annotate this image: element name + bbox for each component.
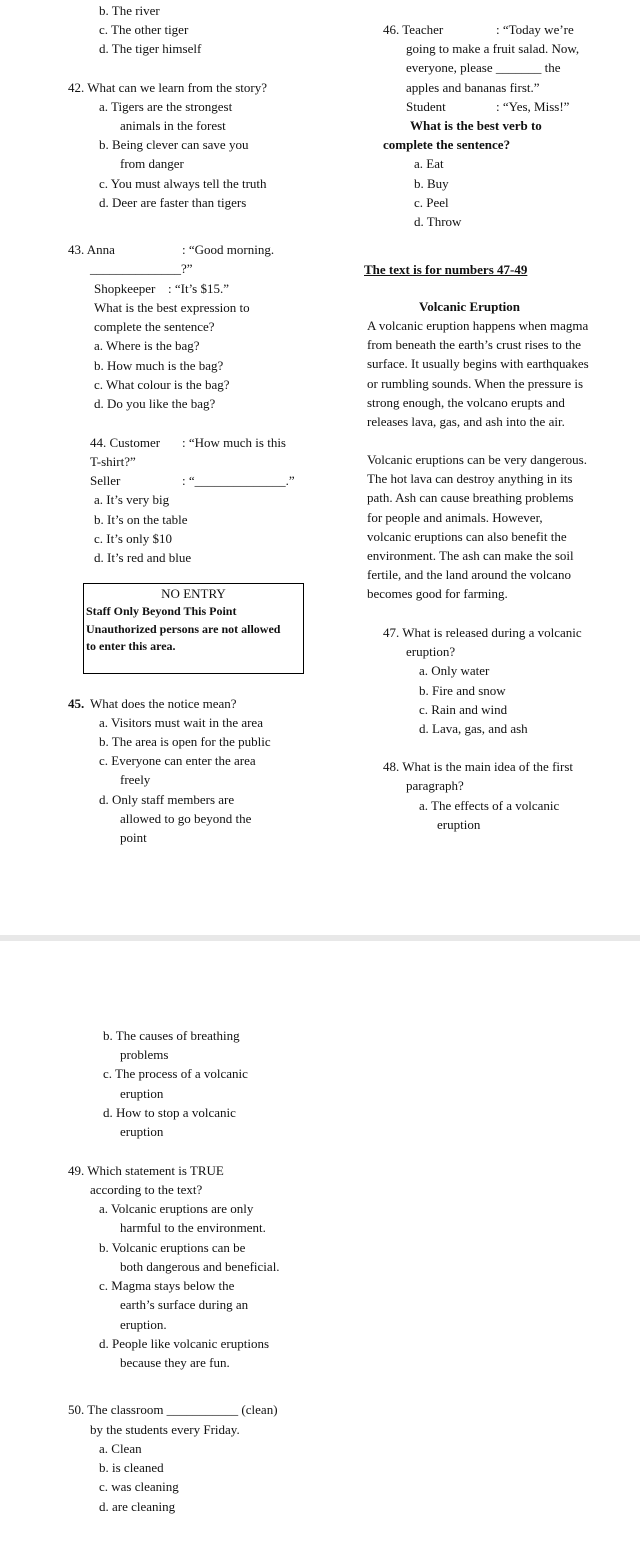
q48-stem: 48. What is the main idea of the first xyxy=(383,759,574,774)
q48-option-d: d. How to stop a volcanic xyxy=(103,1105,236,1120)
q50-option-d: d. are cleaning xyxy=(99,1499,176,1514)
reading-p1-line-5: strong enough, the volcano erupts and xyxy=(367,395,565,410)
q48-option-d-cont: eruption xyxy=(120,1124,164,1139)
q46-option-b: b. Buy xyxy=(414,176,449,191)
q46-speaker-teacher: 46. Teacher xyxy=(383,22,444,37)
q45-option-b: b. The area is open for the public xyxy=(99,734,271,749)
reading-p2-line-3: path. Ash can cause breathing problems xyxy=(367,490,574,505)
q48-option-c-cont: eruption xyxy=(120,1086,164,1101)
reading-p1-line-6: releases lava, gas, and ash into the air. xyxy=(367,414,565,429)
no-entry-notice xyxy=(83,583,304,674)
notice-line-1: Staff Only Beyond This Point xyxy=(86,604,237,618)
q43-line-3: : “It’s $15.” xyxy=(168,281,230,296)
q43-option-d: d. Do you like the bag? xyxy=(94,396,216,411)
q48-option-c: c. The process of a volcanic xyxy=(103,1066,248,1081)
q46-line-4: apples and bananas first.” xyxy=(406,80,540,95)
reading-p1-line-3: surface. It usually begins with earthquakes xyxy=(367,356,589,371)
q44-line-2: T-shirt?” xyxy=(90,454,136,469)
q50-stem-cont: by the students every Friday. xyxy=(90,1422,240,1437)
reading-p2-line-5: volcanic eruptions can also benefit the xyxy=(367,529,567,544)
q41-option-b: b. The river xyxy=(99,3,160,18)
q46-option-a: a. Eat xyxy=(414,156,444,171)
q43-question-cont: complete the sentence? xyxy=(94,319,215,334)
q47-option-c: c. Rain and wind xyxy=(419,702,508,717)
worksheet-page-2 xyxy=(0,941,640,1547)
q43-question: What is the best expression to xyxy=(94,300,250,315)
q43-line-2: ______________?” xyxy=(90,261,193,276)
q46-line-2: going to make a fruit salad. Now, xyxy=(406,41,580,56)
q45-option-d-cont: allowed to go beyond the xyxy=(120,811,252,826)
q46-option-c: c. Peel xyxy=(414,195,449,210)
q42-option-b-cont: from danger xyxy=(120,156,184,171)
q44-option-b: b. It’s on the table xyxy=(94,512,188,527)
q45-option-c: c. Everyone can enter the area xyxy=(99,753,256,768)
q43-option-c: c. What colour is the bag? xyxy=(94,377,230,392)
q49-option-c-cont: earth’s surface during an xyxy=(120,1297,249,1312)
q48-option-a-cont: eruption xyxy=(437,817,481,832)
q43-line-1: : “Good morning. xyxy=(182,242,275,257)
q45-option-d: d. Only staff members are xyxy=(99,792,235,807)
q50-option-c: c. was cleaning xyxy=(99,1479,179,1494)
q49-option-d-cont: because they are fun. xyxy=(120,1355,230,1370)
q42-option-b: b. Being clever can save you xyxy=(99,137,249,152)
q47-stem: 47. What is released during a volcanic xyxy=(383,625,582,640)
q49-stem: 49. Which statement is TRUE xyxy=(68,1163,224,1178)
q48-option-a: a. The effects of a volcanic xyxy=(419,798,560,813)
q44-speaker-customer: 44. Customer xyxy=(90,435,161,450)
q44-line-1: : “How much is this xyxy=(182,435,286,450)
q50-stem: 50. The classroom ___________ (clean) xyxy=(68,1402,278,1417)
q47-option-a: a. Only water xyxy=(419,663,490,678)
reading-p2-line-4: for people and animals. However, xyxy=(367,510,543,525)
q47-stem-cont: eruption? xyxy=(406,644,456,659)
q49-option-d: d. People like volcanic eruptions xyxy=(99,1336,270,1351)
reading-p1-line-4: or rumbling sounds. When the pressure is xyxy=(367,376,584,391)
q43-option-b: b. How much is the bag? xyxy=(94,358,224,373)
reading-p2-line-8: becomes good for farming. xyxy=(367,586,508,601)
q46-line-5: : “Yes, Miss!” xyxy=(496,99,570,114)
q43-option-a: a. Where is the bag? xyxy=(94,338,200,353)
q45-option-c-cont: freely xyxy=(120,772,151,787)
q43-speaker-anna: 43. Anna xyxy=(68,242,115,257)
q49-option-b-cont: both dangerous and beneficial. xyxy=(120,1259,280,1274)
q49-stem-cont: according to the text? xyxy=(90,1182,203,1197)
q49-option-b: b. Volcanic eruptions can be xyxy=(99,1240,246,1255)
reading-p2-line-6: environment. The ash can make the soil xyxy=(367,548,574,563)
q45-option-a: a. Visitors must wait in the area xyxy=(99,715,263,730)
notice-title: NO ENTRY xyxy=(161,586,226,601)
q48-stem-cont: paragraph? xyxy=(406,778,464,793)
q42-option-a-cont: animals in the forest xyxy=(120,118,226,133)
q44-option-a: a. It’s very big xyxy=(94,492,170,507)
reading-p2-line-2: The hot lava can destroy anything in its xyxy=(367,471,573,486)
q49-option-a: a. Volcanic eruptions are only xyxy=(99,1201,254,1216)
reading-p1-line-2: from beneath the earth’s crust rises to the xyxy=(367,337,582,352)
q46-line-3: everyone, please _______ the xyxy=(406,60,561,75)
q47-option-d: d. Lava, gas, and ash xyxy=(419,721,528,736)
q47-option-b: b. Fire and snow xyxy=(419,683,506,698)
q43-speaker-shopkeeper: Shopkeeper xyxy=(94,281,156,296)
q41-option-c: c. The other tiger xyxy=(99,22,189,37)
reading-p1-line-1: A volcanic eruption happens when magma xyxy=(367,318,589,333)
q46-question: What is the best verb to xyxy=(410,118,542,133)
q46-option-d: d. Throw xyxy=(414,214,462,229)
q49-option-c: c. Magma stays below the xyxy=(99,1278,235,1293)
q44-option-d: d. It’s red and blue xyxy=(94,550,192,565)
q45-option-d-cont-2: point xyxy=(120,830,147,845)
q41-option-d: d. The tiger himself xyxy=(99,41,202,56)
q42-option-d: d. Deer are faster than tigers xyxy=(99,195,247,210)
q48-option-b-cont: problems xyxy=(120,1047,169,1062)
q49-option-c-cont-2: eruption. xyxy=(120,1317,167,1332)
q46-line-1: : “Today we’re xyxy=(496,22,574,37)
reading-title: Volcanic Eruption xyxy=(419,299,521,314)
reading-heading: The text is for numbers 47-49 xyxy=(364,262,528,277)
notice-line-2: Unauthorized persons are not allowed xyxy=(86,622,281,636)
q45-stem: What does the notice mean? xyxy=(90,696,237,711)
q44-speaker-seller: Seller xyxy=(90,473,121,488)
q45-number: 45. xyxy=(68,696,85,711)
q44-option-c: c. It’s only $10 xyxy=(94,531,172,546)
q42-option-c: c. You must always tell the truth xyxy=(99,176,267,191)
q42-option-a: a. Tigers are the strongest xyxy=(99,99,233,114)
q46-question-cont: complete the sentence? xyxy=(383,137,511,152)
q42-stem: 42. What can we learn from the story? xyxy=(68,80,268,95)
q50-option-a: a. Clean xyxy=(99,1441,142,1456)
q49-option-a-cont: harmful to the environment. xyxy=(120,1220,266,1235)
q44-line-3: : “______________.” xyxy=(182,473,295,488)
notice-line-3: to enter this area. xyxy=(86,639,176,653)
reading-p2-line-7: fertile, and the land around the volcano xyxy=(367,567,571,582)
q50-option-b: b. is cleaned xyxy=(99,1460,164,1475)
q46-speaker-student: Student xyxy=(406,99,446,114)
reading-p2-line-1: Volcanic eruptions can be very dangerous. xyxy=(367,452,587,467)
q48-option-b: b. The causes of breathing xyxy=(103,1028,240,1043)
